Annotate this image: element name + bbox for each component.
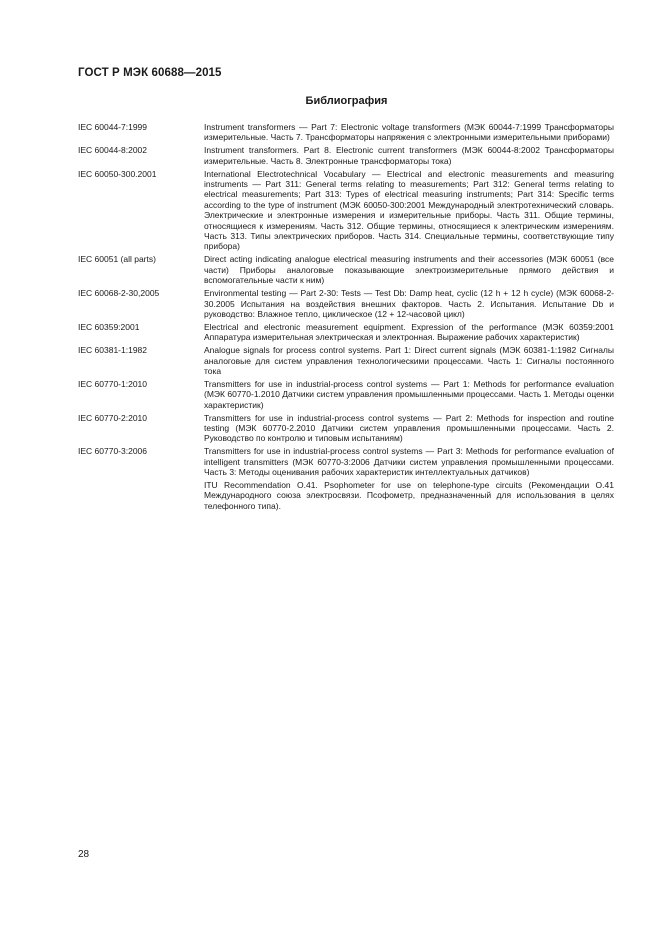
bibliography-description: ITU Recommendation O.41. Psophometer for use on telephone-type circuits (Рекомендации O.41 Международного союза электросвязи. Псофометр, предназначенный для использования в целях телефонного типа). [204,480,614,511]
bibliography-description: Instrument transformers. Part 8. Electronic current transformers (МЭК 60044-8:2002 Трансформаторы измерительные. Часть 8. Электронные трансформаторы тока) [204,145,614,166]
bibliography-entry [78,145,614,166]
document-header: ГОСТ Р МЭК 60688—2015 [78,67,222,79]
bibliography-reference: IEC 60044-7:1999 [78,122,147,132]
bibliography-entry [78,322,614,343]
bibliography-entry [78,288,614,319]
bibliography-reference: IEC 60044-8:2002 [78,145,147,156]
bibliography-description: Transmitters for use in industrial-process control systems — Part 1: Methods for performance evaluation (МЭК 60770-1.2010 Датчики систем управления промышленными процессами. Часть 1. Методы оценки характеристик) [204,378,614,410]
bibliography-entry [78,169,614,252]
bibliography-reference: IEC 60050-300.2001 [78,168,157,179]
bibliography-reference: IEC 60381-1:1982 [78,345,147,356]
bibliography-reference: IEC 60770-1:2010 [78,378,147,389]
bibliography-reference: IEC 60051 (all parts) [78,254,156,265]
bibliography-reference: IEC 60359:2001 [78,321,140,332]
bibliography-reference [78,480,204,511]
bibliography-description: Direct acting indicating analogue electrical measuring instruments and their accessories (МЭК 60051 (все части) Приборы аналоговые показывающие электроизмерительные прямого действия и вспомогательные части к ним) [204,254,614,286]
bibliography-description: Electrical and electronic measurement equipment. Expression of the performance (МЭК 60359:2001 Аппаратура измерительная электрическая и электронная. Выражение рабочих характеристик) [204,321,614,343]
bibliography-description: International Electrotechnical Vocabulary — Electrical and electronic measurements and measuring instruments — Part 311: General terms relating to measurements; Part 312: General terms relating to electrical measurements; Part 313: Types of electrical measuring instruments; Part 314: Specific terms according to the type of instrument (МЭК 60050-300:2001 Международный электротехнический словарь. Электрические и электронные измерения и измерительные приборы. Часть 311. Общие термины, относящиеся к измерениям. Часть 312. Общие термины, относящиеся к электрическим измерениям. Часть 313. Типы электрических приборов. Часть 314. Специальные термины, соответствующие типу прибора) [204,168,614,252]
bibliography-list [78,122,614,514]
bibliography-reference: IEC 60068-2-30,2005 [78,288,160,299]
bibliography-title: Библиография [305,95,388,107]
bibliography-entry [78,446,614,477]
bibliography-reference: IEC 60770-3:2006 [78,446,147,457]
bibliography-reference: IEC 60770-2:2010 [78,412,147,423]
bibliography-entry [78,413,614,444]
bibliography-description: Transmitters for use in industrial-process control systems — Part 3: Methods for performance evaluation of intelligent transmitters (МЭК 60770-3:2006 Датчики систем управления промышленными процессами. Часть 3: Методы оценивания рабочих характеристик интеллектуальных датчиков) [204,446,614,478]
bibliography-entry [78,122,614,143]
bibliography-description: Analogue signals for process control systems. Part 1: Direct current signals (МЭК 60381-1:1982 Сигналы аналоговые для систем управления технологическими процессами. Часть 1: Сигналы постоянного тока [204,345,614,376]
bibliography-entry [78,379,614,410]
bibliography-entry [78,480,614,511]
page-number: 28 [78,849,90,860]
bibliography-description: Transmitters for use in industrial-process control systems — Part 2: Methods for inspection and routine testing (МЭК 60770-2.2010 Датчики систем управления промышленными процессами. Часть 2. Руководство по контролю и типовым испытаниям) [204,412,614,444]
bibliography-description: Instrument transformers — Part 7: Electronic voltage transformers (МЭК 60044-7:1999 Трансформаторы измерительные. Часть 7. Трансформаторы напряжения с электронными измерительными приборами) [204,122,614,143]
bibliography-description: Environmental testing — Part 2-30: Tests — Test Db: Damp heat, cyclic (12 h + 12 h cycle) (МЭК 60068-2-30.2005 Испытания на воздействия внешних факторов. Часть 2. Испытания. Испытание Db и руководство: Влажное тепло, циклическое (12 + 12-часовой цикл) [204,288,614,319]
bibliography-entry [78,345,614,376]
bibliography-entry [78,254,614,285]
